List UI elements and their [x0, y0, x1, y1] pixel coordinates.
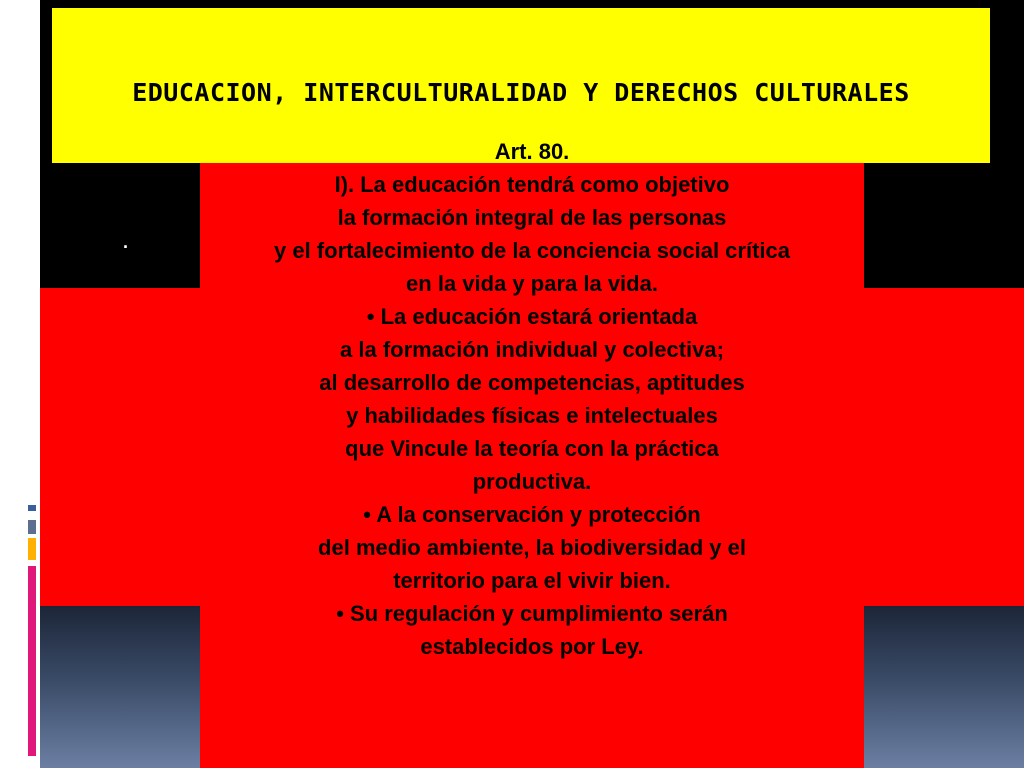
decoration-magenta-bar: [28, 566, 36, 756]
bullet-line: • Su regulación y cumplimiento serán: [336, 601, 728, 626]
text-line: y habilidades físicas e intelectuales: [346, 403, 718, 428]
decoration-blue-block: [28, 505, 36, 511]
text-line: establecidos por Ley.: [420, 634, 644, 659]
slide-title: EDUCACION, INTERCULTURALIDAD Y DERECHOS CULTURALES: [132, 78, 910, 107]
text-line: y el fortalecimiento de la conciencia social crítica: [274, 238, 790, 263]
decoration-slate-block: [28, 520, 36, 534]
text-line: la formación integral de las personas: [337, 205, 727, 230]
text-line: en la vida y para la vida.: [406, 271, 658, 296]
text-line: a la formación individual y colectiva;: [340, 337, 724, 362]
text-line: del medio ambiente, la biodiversidad y el: [318, 535, 746, 560]
text-line-article-number: Art. 80.: [494, 139, 570, 164]
text-line: que Vincule la teoría con la práctica: [345, 436, 719, 461]
text-line: territorio para el vivir bien.: [393, 568, 671, 593]
left-decoration-strip: [0, 0, 40, 768]
text-line: al desarrollo de competencias, aptitudes: [319, 370, 745, 395]
text-line: I). La educación tendrá como objetivo: [334, 172, 730, 197]
decoration-white-edge: [0, 0, 12, 768]
decoration-orange-block: [28, 538, 36, 560]
marker-dot: .: [123, 232, 129, 252]
text-line: productiva.: [472, 469, 592, 494]
bullet-line: • A la conservación y protección: [363, 502, 701, 527]
article-text: [190, 135, 874, 663]
bullet-line: • La educación estará orientada: [366, 304, 698, 329]
